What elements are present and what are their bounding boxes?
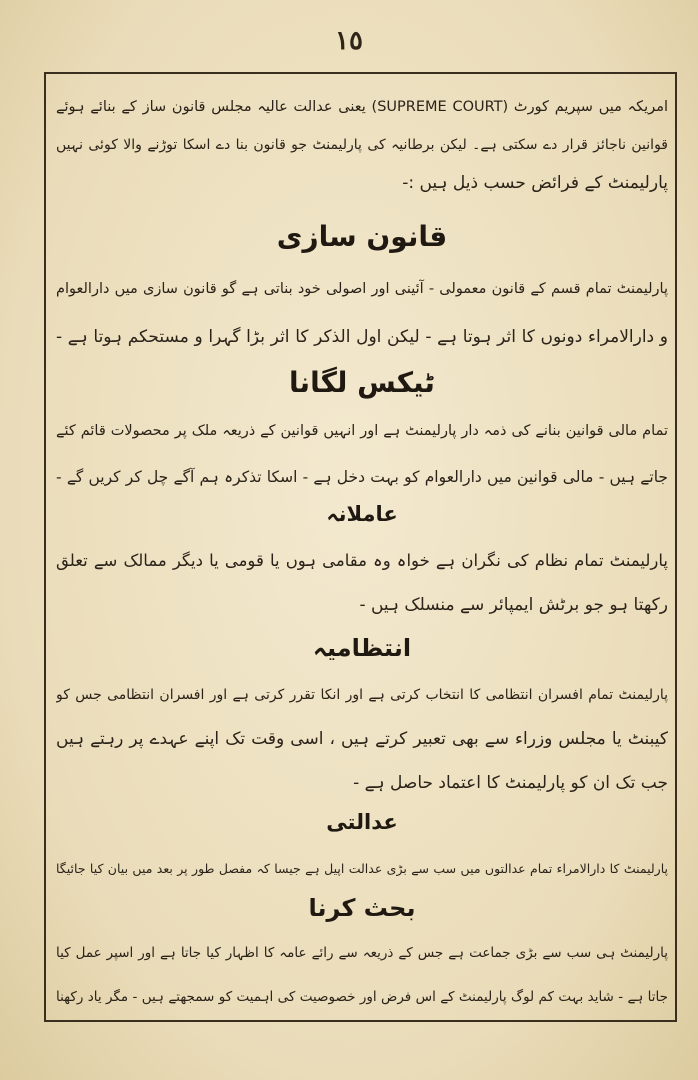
- intro-line-2: قوانین ناجائز قرار دے سکتی ہے۔ لیکن برطانیہ کی پارلیمنٹ جو قانون بنا دے اسکا توڑنے والا کوئی نہیں: [56, 137, 668, 153]
- debate-line-1: پارلیمنٹ ہی سب سے بڑی جماعت ہے جس کے ذریعہ سے رائے عامہ کا اظہار کیا جاتا ہے اور اسپر عمل کیا: [56, 945, 668, 961]
- section-heading-executive-oversight: عاملانہ: [326, 502, 398, 526]
- page-number: ١٥: [335, 26, 363, 56]
- section-heading-judicial: عدالتی: [326, 810, 398, 834]
- section-heading-taxation: ٹیکس لگانا: [289, 366, 435, 399]
- taxation-line-2: جاتے ہیں - مالی قوانین میں دارالعوام کو بہت دخل ہے - اسکا تذکرہ ہم آگے چل کر کریں گے -: [56, 468, 668, 486]
- taxation-line-1: تمام مالی قوانین بنانے کی ذمہ دار پارلیمنٹ ہے اور انہیں قوانین کے ذریعہ ملک پر محصولات قائم کئے: [56, 423, 668, 439]
- administration-line-1: پارلیمنٹ تمام افسران انتظامی کا انتخاب کرتی ہے اور انکا تقرر کرتی ہے اور افسران انتظامی جس کو: [56, 687, 668, 703]
- section-heading-lawmaking: قانون سازی: [276, 220, 448, 253]
- intro-line-1: امریکہ میں سپریم کورٹ (SUPREME COURT) یعنی عدالت عالیہ مجلس قانون ساز کے بنائے ہوئے: [56, 99, 668, 115]
- page-content: [56, 82, 668, 1020]
- section-heading-administration: انتظامیہ: [312, 634, 412, 662]
- lawmaking-line-2: و دارالامراء دونوں کا اثر ہوتا ہے - لیکن اول الذکر کا اثر بڑا گہرا و مستحکم ہوتا ہے -: [56, 327, 668, 347]
- judicial-line-1: پارلیمنٹ کا دارالامراء تمام عدالتوں میں سب سے بڑی عدالت اپیل ہے جیسا کہ مفصل طور پر بعد میں بیان کیا جائیگا: [56, 861, 668, 876]
- lawmaking-line-1: پارلیمنٹ تمام قسم کے قانون معمولی - آئینی اور اصولی خود بناتی ہے گو قانون سازی میں دارالعوام: [56, 281, 668, 297]
- section-heading-debate: بحث کرنا: [308, 894, 416, 922]
- administration-line-2: کیبنٹ یا مجلس وزراء سے بھی تعبیر کرتے ہیں ، اسی وقت تک اپنے عہدے پر رہتے ہیں: [56, 729, 668, 749]
- oversight-line-2: رکھتا ہو جو برٹش ایمپائر سے منسلک ہیں -: [359, 595, 668, 615]
- oversight-line-1: پارلیمنٹ تمام نظام کی نگران ہے خواہ وہ مقامی ہوں یا قومی یا دیگر ممالک سے تعلق: [56, 551, 668, 570]
- debate-line-2: جاتا ہے - شاید بہت کم لوگ پارلیمنٹ کے اس فرض اور خصوصیت کی اہمیت کو سمجھتے ہیں - مگر یاد رکھنا: [56, 989, 668, 1005]
- intro-line-3: پارلیمنٹ کے فرائض حسب ذیل ہیں :-: [402, 173, 668, 193]
- administration-line-3: جب تک ان کو پارلیمنٹ کا اعتماد حاصل ہے -: [353, 773, 668, 793]
